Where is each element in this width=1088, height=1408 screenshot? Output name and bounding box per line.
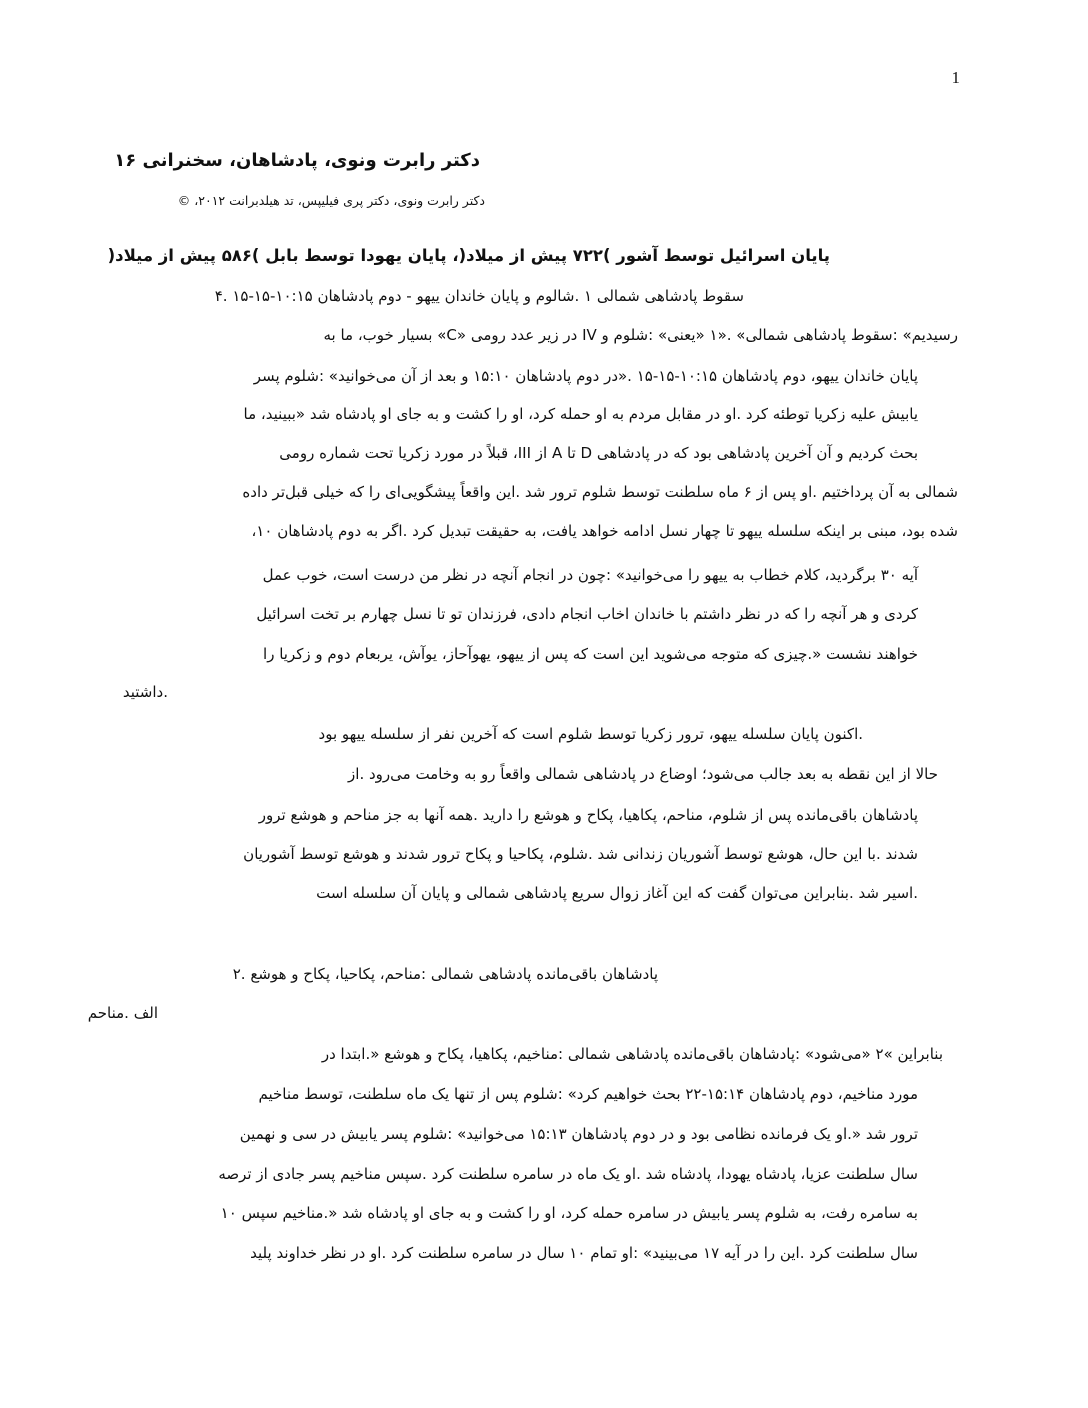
document-title: دکتر رابرت ونوی، پادشاهان، سخنرانی ۱۶ [114,150,480,171]
paragraph-line: سال سلطنت عزیا، پادشاه یهودا، پادشاه شد .او یک ماه در سامره سلطنت کرد .سپس مناخیم پسر جادی از ترصه [218,1165,918,1183]
outline-item: پادشاهان باقی‌مانده پادشاهی شمالی :مناحم، پکاحیا، پکاح و هوشع .۲ [232,965,658,983]
paragraph-line: رسیدیم» :سقوط پادشاهی شمالی» .«۱ «یعنی» :شلوم و IV در زیر عدد رومی «C» بسیار خوب، ما به [323,326,958,344]
paragraph-line: کردی و هر آنچه را که در نظر داشتم با خاندان اخاب انجام دادی، فرزندان تو تا نسل چهارم بر تخت اسرائیل [256,605,918,623]
paragraph-line: خواهند نشست «.چیزی که متوجه می‌شوید این است که پس از ییهو، یهوآحاز، یوآش، یربعام دوم و زکریا را [263,645,918,663]
paragraph-line: سال سلطنت کرد .این را در آیه ۱۷ می‌بینید» :او تمام ۱۰ سال در سامره سلطنت کرد .او در نظر خداوند پلید [250,1244,918,1262]
paragraph-line: یابیش علیه زکریا توطئه کرد .او در مقابل مردم به او حمله کرد، او را کشت و به جای او پادشاه شد «ببینید، ما [243,405,918,423]
paragraph-line: .اکنون پایان سلسله ییهو، ترور زکریا توسط شلوم است که آخرین نفر از سلسله ییهو بود [318,725,863,743]
paragraph-line: .اسیر شد .بنابراین می‌توان گفت که این آغاز زوال سریع پادشاهی شمالی و پایان آن سلسله است [316,884,918,902]
paragraph-line: بنابراین »۲ «می‌شود» :پادشاهان باقی‌مانده پادشاهی شمالی :مناخیم، پکاهیا، پکاح و هوشع «.ابتدا در [321,1045,943,1063]
paragraph-line: بحث کردیم و آن آخرین پادشاهی بود که در پادشاهی D تا A از III، قبلاً در مورد زکریا تحت شماره رومی [279,444,918,462]
paragraph-line: پایان خاندان ییهو، دوم پادشاهان ۱۰:۱۵-۱۵-۱۵ .«در دوم پادشاهان ۱۵:۱۰ و بعد از آن می‌خوانید» :شلوم پسر [253,367,918,385]
document-subtitle: دکتر رابرت ونوی، دکتر پری فیلیپس، تد هیلدبرانت ۲۰۱۲، © [177,193,485,208]
paragraph-line: پادشاهان باقی‌مانده پس از شلوم، مناحم، پکاهیا، پکاح و هوشع را دارید .همه آنها به جز مناحم و هوشع ترور [258,806,918,824]
paragraph-line: شمالی به آن پرداختیم .او پس از ۶ ماه سلطنت توسط شلوم ترور شد .این واقعاً پیشگویی‌ای را که خیلی قبل‌تر داده [242,483,958,501]
page-number: 1 [951,68,960,87]
paragraph-line: مورد مناخیم، دوم پادشاهان ۱۵:۱۴-۲۲ بحث خواهیم کرد» :شلوم پس از تنها یک ماه سلطنت، توسط مناخیم [258,1085,918,1103]
paragraph-line: .داشتید [122,683,168,701]
outline-item: سقوط پادشاهی شمالی ۱ .شالوم و پایان خاندان ییهو - دوم پادشاهان ۱۰:۱۵-۱۵-۱۵ .۴ [214,287,744,305]
paragraph-line: شده بود، مبنی بر اینکه سلسله ییهو تا چهار نسل ادامه خواهد یافت، به حقیقت تبدیل کرد .اگر به دوم پادشاهان ۱۰، [251,522,958,540]
paragraph-line: آیه ۳۰ برگردید، کلام خطاب به ییهو را می‌خوانید» :چون در انجام آنچه در نظر من درست است، خوب عمل [262,566,918,584]
outline-subitem: الف .مناحم [87,1004,158,1022]
paragraph-line: به سامره رفت، به شلوم پسر یابیش در سامره حمله کرد، او را کشت و به جای او پادشاه شد «.مناخیم سپس ۱۰ [220,1204,918,1222]
section-heading: پایان اسرائیل توسط آشور )۷۲۲ پیش از میلاد(، پایان یهودا توسط بابل )۵۸۶ پیش از میلاد( [107,246,830,265]
paragraph-line: حالا از این نقطه به بعد جالب می‌شود؛ اوضاع در پادشاهی شمالی واقعاً رو به وخامت می‌رود .از [348,765,938,783]
paragraph-line: شدند .با این حال، هوشع توسط آشوریان زندانی شد .شلوم، پکاحیا و پکاح ترور شدند و هوشع توسط آشوریان [243,845,918,863]
paragraph-line: ترور شد «.او یک فرمانده نظامی بود و در دوم پادشاهان ۱۵:۱۳ می‌خوانید» :شلوم پسر یابیش در سی و نهمین [239,1125,918,1143]
